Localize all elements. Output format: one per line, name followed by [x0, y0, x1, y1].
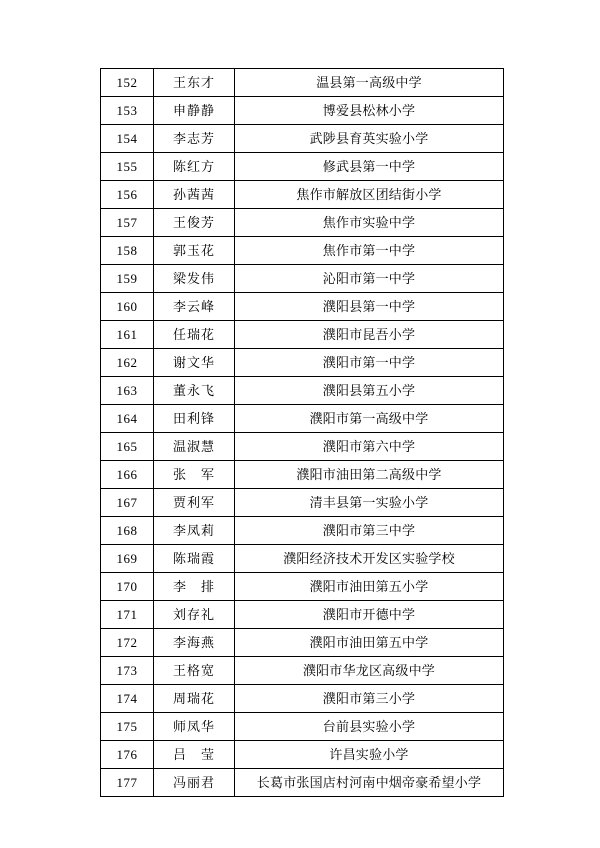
table-row: [101, 629, 504, 657]
cell-school: 台前县实验小学: [235, 713, 504, 741]
cell-number: 161: [101, 321, 154, 349]
table-row: [101, 69, 504, 97]
cell-school: 濮阳市第三中学: [235, 517, 504, 545]
cell-number: 164: [101, 405, 154, 433]
table-row: [101, 377, 504, 405]
cell-name: 申静静: [154, 97, 235, 125]
cell-number: 163: [101, 377, 154, 405]
cell-name: 吕 莹: [154, 741, 235, 769]
cell-number: 174: [101, 685, 154, 713]
table-row: [101, 741, 504, 769]
roster-table: [100, 68, 504, 797]
cell-number: 173: [101, 657, 154, 685]
cell-name: 贾利军: [154, 489, 235, 517]
cell-number: 177: [101, 769, 154, 797]
cell-number: 171: [101, 601, 154, 629]
table-row: [101, 517, 504, 545]
cell-name: 陈瑞霞: [154, 545, 235, 573]
table-row: [101, 97, 504, 125]
cell-number: 172: [101, 629, 154, 657]
cell-name: 王俊芳: [154, 209, 235, 237]
cell-school: 濮阳市油田第五小学: [235, 573, 504, 601]
cell-school: 博爱县松林小学: [235, 97, 504, 125]
cell-name: 李凤莉: [154, 517, 235, 545]
table-row: [101, 657, 504, 685]
cell-number: 165: [101, 433, 154, 461]
table-row: [101, 433, 504, 461]
cell-school: 焦作市实验中学: [235, 209, 504, 237]
table-row: [101, 293, 504, 321]
cell-number: 170: [101, 573, 154, 601]
cell-number: 152: [101, 69, 154, 97]
cell-name: 孙茜茜: [154, 181, 235, 209]
roster-table-body: [101, 69, 504, 797]
table-row: [101, 713, 504, 741]
cell-name: 王东才: [154, 69, 235, 97]
cell-name: 田利锋: [154, 405, 235, 433]
cell-school: 温县第一高级中学: [235, 69, 504, 97]
table-row: [101, 489, 504, 517]
cell-school: 濮阳市油田第二高级中学: [235, 461, 504, 489]
cell-number: 167: [101, 489, 154, 517]
cell-school: 濮阳市第六中学: [235, 433, 504, 461]
cell-school: 濮阳市昆吾小学: [235, 321, 504, 349]
cell-number: 154: [101, 125, 154, 153]
cell-name: 董永飞: [154, 377, 235, 405]
table-row: [101, 545, 504, 573]
cell-name: 陈红方: [154, 153, 235, 181]
table-row: [101, 349, 504, 377]
cell-school: 濮阳县第五小学: [235, 377, 504, 405]
cell-number: 166: [101, 461, 154, 489]
cell-school: 濮阳市第一高级中学: [235, 405, 504, 433]
cell-school: 修武县第一中学: [235, 153, 504, 181]
table-row: [101, 265, 504, 293]
table-row: [101, 321, 504, 349]
table-row: [101, 685, 504, 713]
table-row: [101, 153, 504, 181]
cell-name: 梁发伟: [154, 265, 235, 293]
table-row: [101, 181, 504, 209]
cell-school: 焦作市解放区团结街小学: [235, 181, 504, 209]
cell-name: 张 军: [154, 461, 235, 489]
cell-name: 王格宽: [154, 657, 235, 685]
cell-school: 沁阳市第一中学: [235, 265, 504, 293]
cell-number: 176: [101, 741, 154, 769]
table-row: [101, 405, 504, 433]
table-row: [101, 601, 504, 629]
table-row: [101, 237, 504, 265]
cell-number: 153: [101, 97, 154, 125]
cell-name: 冯丽君: [154, 769, 235, 797]
cell-school: 濮阳市华龙区高级中学: [235, 657, 504, 685]
cell-name: 李志芳: [154, 125, 235, 153]
cell-number: 160: [101, 293, 154, 321]
cell-name: 李 排: [154, 573, 235, 601]
cell-school: 濮阳市第一中学: [235, 349, 504, 377]
cell-school: 濮阳市第三小学: [235, 685, 504, 713]
cell-number: 168: [101, 517, 154, 545]
cell-number: 156: [101, 181, 154, 209]
cell-name: 郭玉花: [154, 237, 235, 265]
table-row: [101, 209, 504, 237]
cell-number: 157: [101, 209, 154, 237]
table-row: [101, 125, 504, 153]
cell-school: 长葛市张国店村河南中烟帝豪希望小学: [235, 769, 504, 797]
cell-number: 162: [101, 349, 154, 377]
cell-school: 清丰县第一实验小学: [235, 489, 504, 517]
cell-number: 159: [101, 265, 154, 293]
cell-number: 169: [101, 545, 154, 573]
table-row: [101, 573, 504, 601]
cell-name: 任瑞花: [154, 321, 235, 349]
table-row: [101, 769, 504, 797]
cell-name: 李云峰: [154, 293, 235, 321]
cell-name: 师凤华: [154, 713, 235, 741]
cell-school: 濮阳市开德中学: [235, 601, 504, 629]
cell-name: 李海燕: [154, 629, 235, 657]
cell-number: 155: [101, 153, 154, 181]
cell-name: 周瑞花: [154, 685, 235, 713]
cell-school: 濮阳市油田第五中学: [235, 629, 504, 657]
cell-name: 刘存礼: [154, 601, 235, 629]
cell-school: 濮阳经济技术开发区实验学校: [235, 545, 504, 573]
cell-name: 谢文华: [154, 349, 235, 377]
cell-number: 158: [101, 237, 154, 265]
cell-name: 温淑慧: [154, 433, 235, 461]
cell-school: 武陟县育英实验小学: [235, 125, 504, 153]
cell-school: 焦作市第一中学: [235, 237, 504, 265]
cell-school: 濮阳县第一中学: [235, 293, 504, 321]
table-row: [101, 461, 504, 489]
cell-school: 许昌实验小学: [235, 741, 504, 769]
cell-number: 175: [101, 713, 154, 741]
